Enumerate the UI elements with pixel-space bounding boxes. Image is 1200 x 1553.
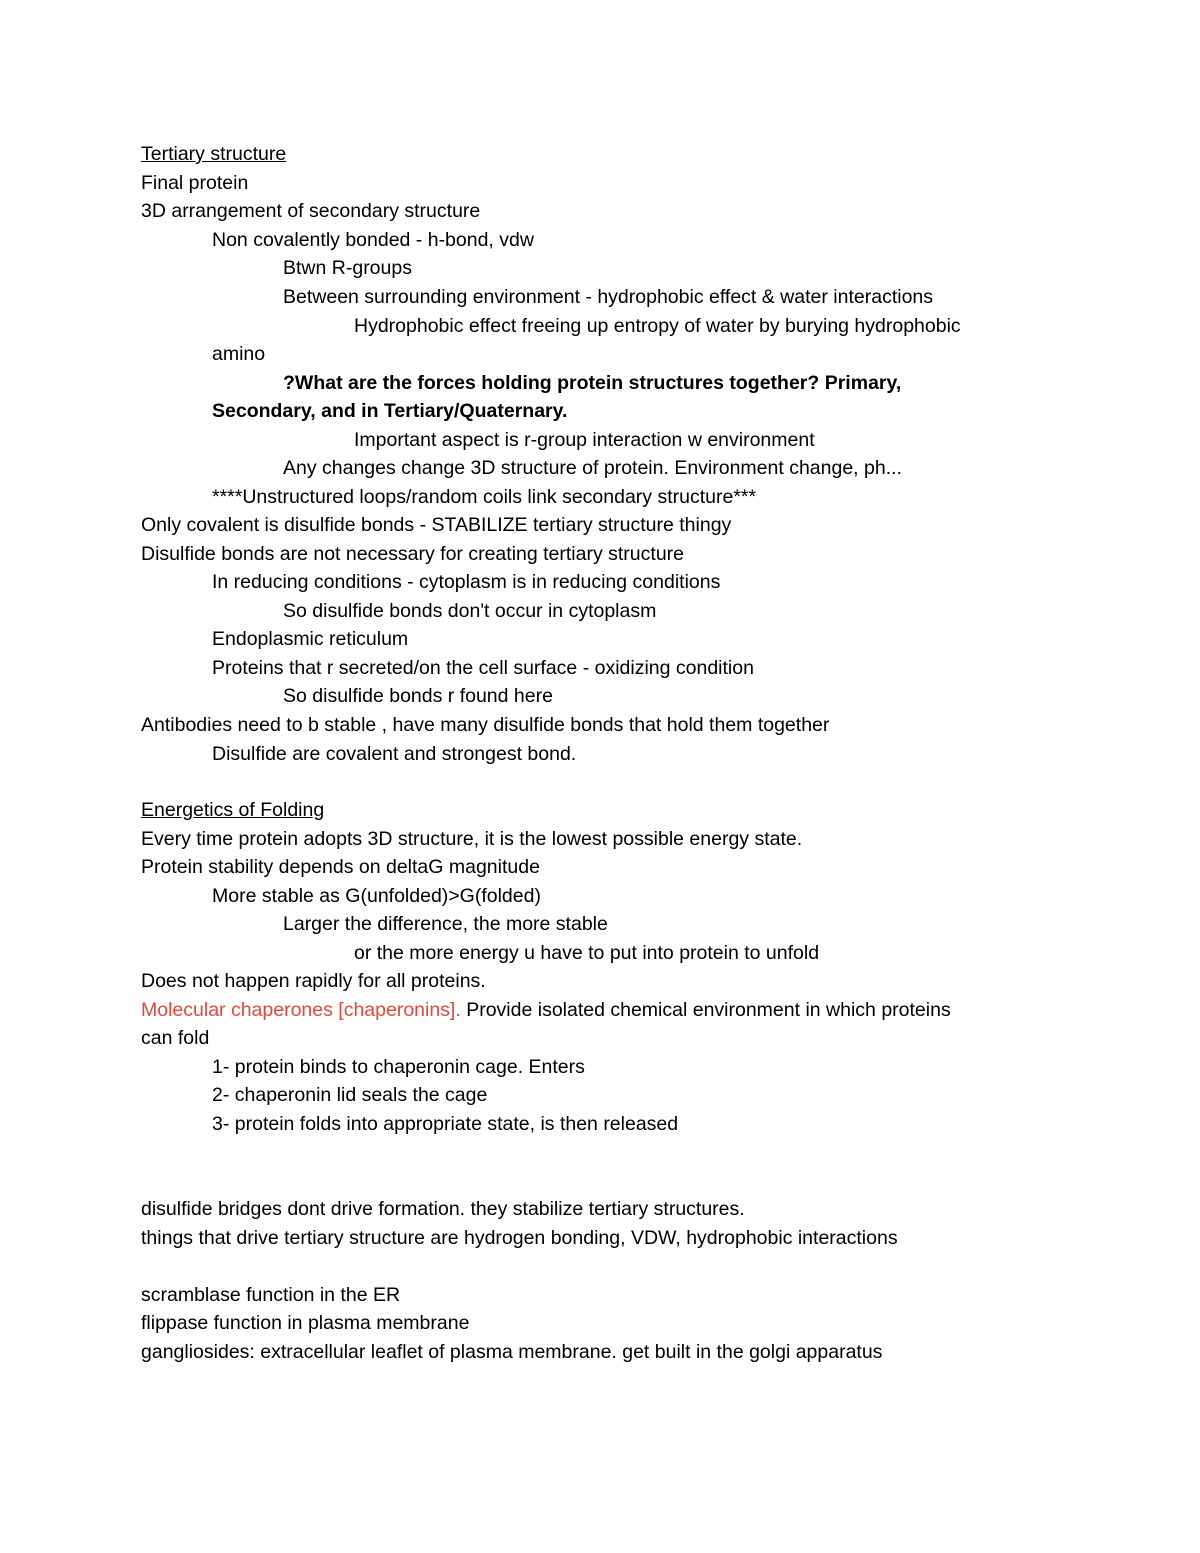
text-line: Only covalent is disulfide bonds - STABILIZE tertiary structure thingy bbox=[141, 514, 732, 536]
text-line: So disulfide bonds don't occur in cytoplasm bbox=[283, 600, 657, 622]
text-line: Antibodies need to b stable , have many disulfide bonds that hold them together bbox=[141, 714, 830, 736]
chaperone-description-text: Provide isolated chemical environment in which proteins bbox=[460, 999, 951, 1021]
text-line: Every time protein adopts 3D structure, it is the lowest possible energy state. bbox=[141, 828, 803, 850]
text-line: 3D arrangement of secondary structure bbox=[141, 200, 481, 222]
text-line: Larger the difference, the more stable bbox=[283, 913, 608, 935]
text-line: Hydrophobic effect freeing up entropy of water by burying hydrophobic bbox=[354, 315, 961, 337]
text-line: More stable as G(unfolded)>G(folded) bbox=[212, 885, 541, 907]
text-line: Important aspect is r-group interaction w environment bbox=[354, 429, 815, 451]
note-line: flippase function in plasma membrane bbox=[141, 1312, 470, 1334]
text-line: ****Unstructured loops/random coils link secondary structure*** bbox=[212, 486, 757, 508]
text-line: Does not happen rapidly for all proteins. bbox=[141, 970, 486, 992]
step-line: 3- protein folds into appropriate state, is then released bbox=[212, 1113, 679, 1135]
text-line: Endoplasmic reticulum bbox=[212, 628, 409, 650]
chaperone-highlight-text: Molecular chaperones [chaperonins]. bbox=[141, 999, 461, 1021]
text-line: Disulfide are covalent and strongest bond. bbox=[212, 743, 577, 765]
step-line: 2- chaperonin lid seals the cage bbox=[212, 1084, 488, 1106]
section-heading-energetics-of-folding: Energetics of Folding bbox=[141, 799, 325, 821]
text-line: Btwn R-groups bbox=[283, 257, 412, 279]
text-line: can fold bbox=[141, 1027, 210, 1049]
text-line: Proteins that r secreted/on the cell surface - oxidizing condition bbox=[212, 657, 754, 679]
text-line: Disulfide bonds are not necessary for creating tertiary structure bbox=[141, 543, 685, 565]
text-line: Protein stability depends on deltaG magnitude bbox=[141, 856, 540, 878]
text-line: Final protein bbox=[141, 172, 249, 194]
section-heading-tertiary-structure: Tertiary structure bbox=[141, 143, 287, 165]
note-line: gangliosides: extracellular leaflet of plasma membrane. get built in the golgi apparatus bbox=[141, 1341, 883, 1363]
text-line: So disulfide bonds r found here bbox=[283, 685, 553, 707]
text-line: Any changes change 3D structure of protein. Environment change, ph... bbox=[283, 457, 902, 479]
chaperone-line bbox=[141, 996, 951, 1024]
text-line: Non covalently bonded - h-bond, vdw bbox=[212, 229, 534, 251]
text-line: amino bbox=[212, 343, 266, 365]
note-line: scramblase function in the ER bbox=[141, 1284, 401, 1306]
text-line: Between surrounding environment - hydrophobic effect & water interactions bbox=[283, 286, 934, 308]
text-line: In reducing conditions - cytoplasm is in reducing conditions bbox=[212, 571, 721, 593]
note-line: disulfide bridges dont drive formation. they stabilize tertiary structures. bbox=[141, 1198, 745, 1220]
note-line: things that drive tertiary structure are hydrogen bonding, VDW, hydrophobic interactions bbox=[141, 1227, 898, 1249]
bold-question-line: ?What are the forces holding protein structures together? Primary, bbox=[283, 372, 902, 394]
step-line: 1- protein binds to chaperonin cage. Enters bbox=[212, 1056, 585, 1078]
bold-question-line: Secondary, and in Tertiary/Quaternary. bbox=[212, 400, 568, 422]
text-line: or the more energy u have to put into protein to unfold bbox=[354, 942, 820, 964]
